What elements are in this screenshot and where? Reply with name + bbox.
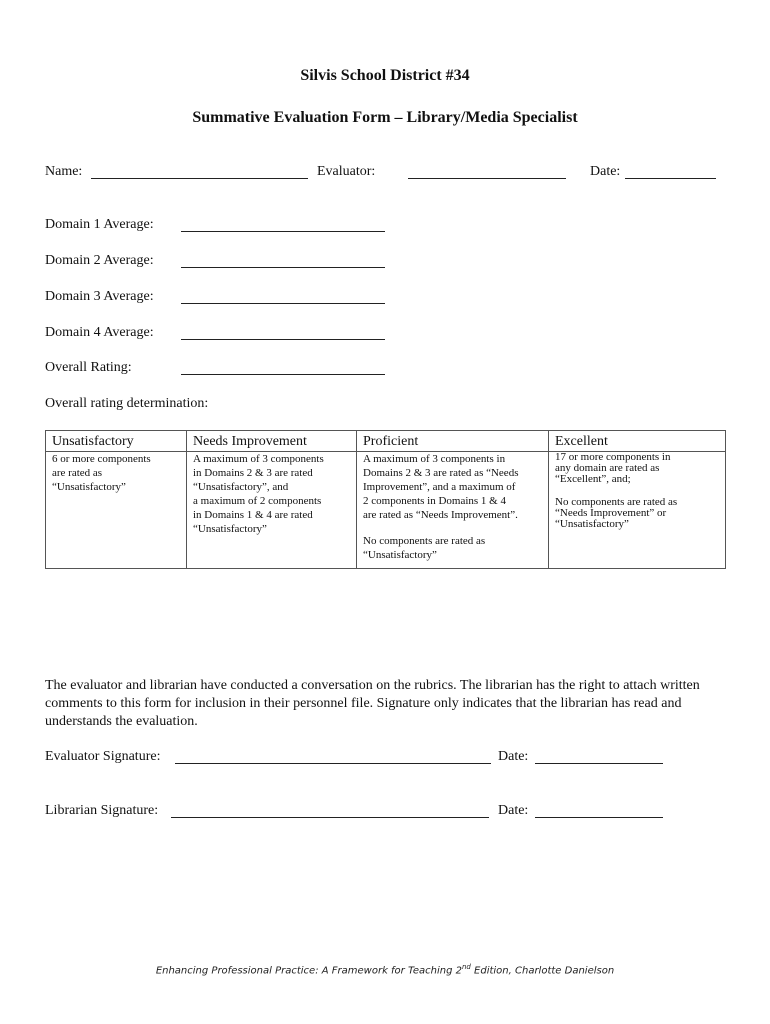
criteria-proficient: [357, 452, 549, 569]
name-field[interactable]: [91, 178, 308, 179]
footer-text-end: Edition, Charlotte Danielson: [470, 965, 615, 977]
criteria-needs-improvement: [187, 452, 357, 569]
domain-2-field[interactable]: [181, 267, 385, 268]
cell-line: A maximum of 3 components in: [363, 453, 506, 465]
cell-line: “Unsatisfactory”: [52, 481, 126, 493]
domain-3-field[interactable]: [181, 303, 385, 304]
acknowledgement-statement: The evaluator and librarian have conducted a conversation on the rubrics. The librarian has the right to attach written comments to this form for inclusion in their personnel file. Signature only indicates that the librarian has read and understands the evaluation.: [45, 678, 700, 729]
cell-line: No components are rated as: [555, 496, 678, 508]
domain-4-field[interactable]: [181, 339, 385, 340]
evaluator-signature-field[interactable]: [175, 763, 491, 764]
cell-line: Improvement”, and a maximum of: [363, 481, 516, 493]
cell-line: Domains 2 & 3 are rated as “Needs: [363, 467, 519, 479]
cell-line: a maximum of 2 components: [193, 495, 322, 507]
header-needs-improvement: Needs Improvement: [187, 431, 357, 452]
date-field[interactable]: [625, 178, 716, 179]
rating-criteria-row: [46, 452, 726, 569]
evaluator-signature-label: Evaluator Signature:: [45, 749, 161, 764]
cell-line: No components are rated as: [363, 535, 486, 547]
header-proficient: Proficient: [357, 431, 549, 452]
cell-line: “Unsatisfactory”: [555, 518, 629, 530]
criteria-excellent: [549, 452, 726, 569]
cell-line: A maximum of 3 components: [193, 453, 324, 465]
rating-header-row: [46, 431, 726, 452]
cell-line: in Domains 2 & 3 are rated: [193, 467, 313, 479]
cell-line: “Unsatisfactory”: [363, 549, 437, 561]
cell-line: “Needs Improvement” or: [555, 507, 667, 519]
criteria-unsatisfactory: [46, 452, 187, 569]
librarian-signature-label: Librarian Signature:: [45, 803, 159, 818]
form-title: Summative Evaluation Form – Library/Media Specialist: [192, 109, 578, 126]
domain-4-label: Domain 4 Average:: [45, 325, 154, 340]
cell-line: “Excellent”, and;: [555, 473, 631, 485]
librarian-date-field[interactable]: [535, 817, 663, 818]
header-excellent: Excellent: [549, 431, 726, 452]
header-unsatisfactory: Unsatisfactory: [46, 431, 187, 452]
footer-text: Enhancing Professional Practice: A Framework for Teaching 2: [155, 965, 462, 977]
overall-rating-field[interactable]: [181, 374, 385, 375]
librarian-signature-field[interactable]: [171, 817, 489, 818]
determination-label: Overall rating determination:: [45, 396, 209, 411]
name-label: Name:: [45, 164, 83, 179]
district-title: Silvis School District #34: [300, 67, 470, 84]
cell-line: 6 or more components: [52, 453, 151, 465]
cell-line: are rated as “Needs Improvement”.: [363, 509, 518, 521]
cell-line: any domain are rated as: [555, 462, 660, 474]
cell-line: 2 components in Domains 1 & 4: [363, 495, 506, 507]
rating-table: [45, 430, 726, 569]
domain-1-label: Domain 1 Average:: [45, 217, 154, 232]
evaluator-date-label: Date:: [498, 749, 529, 764]
footer-citation: [0, 963, 770, 976]
domain-2-label: Domain 2 Average:: [45, 253, 154, 268]
cell-line: in Domains 1 & 4 are rated: [193, 509, 313, 521]
cell-line: “Unsatisfactory”: [193, 523, 267, 535]
domain-1-field[interactable]: [181, 231, 385, 232]
footer-superscript: nd: [461, 963, 471, 971]
cell-line: are rated as: [52, 467, 103, 479]
cell-line: “Unsatisfactory”, and: [193, 481, 289, 493]
evaluator-field[interactable]: [408, 178, 566, 179]
evaluator-label: Evaluator:: [317, 164, 376, 179]
librarian-date-label: Date:: [498, 803, 529, 818]
overall-rating-label: Overall Rating:: [45, 360, 132, 375]
evaluator-date-field[interactable]: [535, 763, 663, 764]
domain-3-label: Domain 3 Average:: [45, 289, 154, 304]
cell-line: 17 or more components in: [555, 451, 671, 463]
date-label: Date:: [590, 164, 621, 179]
